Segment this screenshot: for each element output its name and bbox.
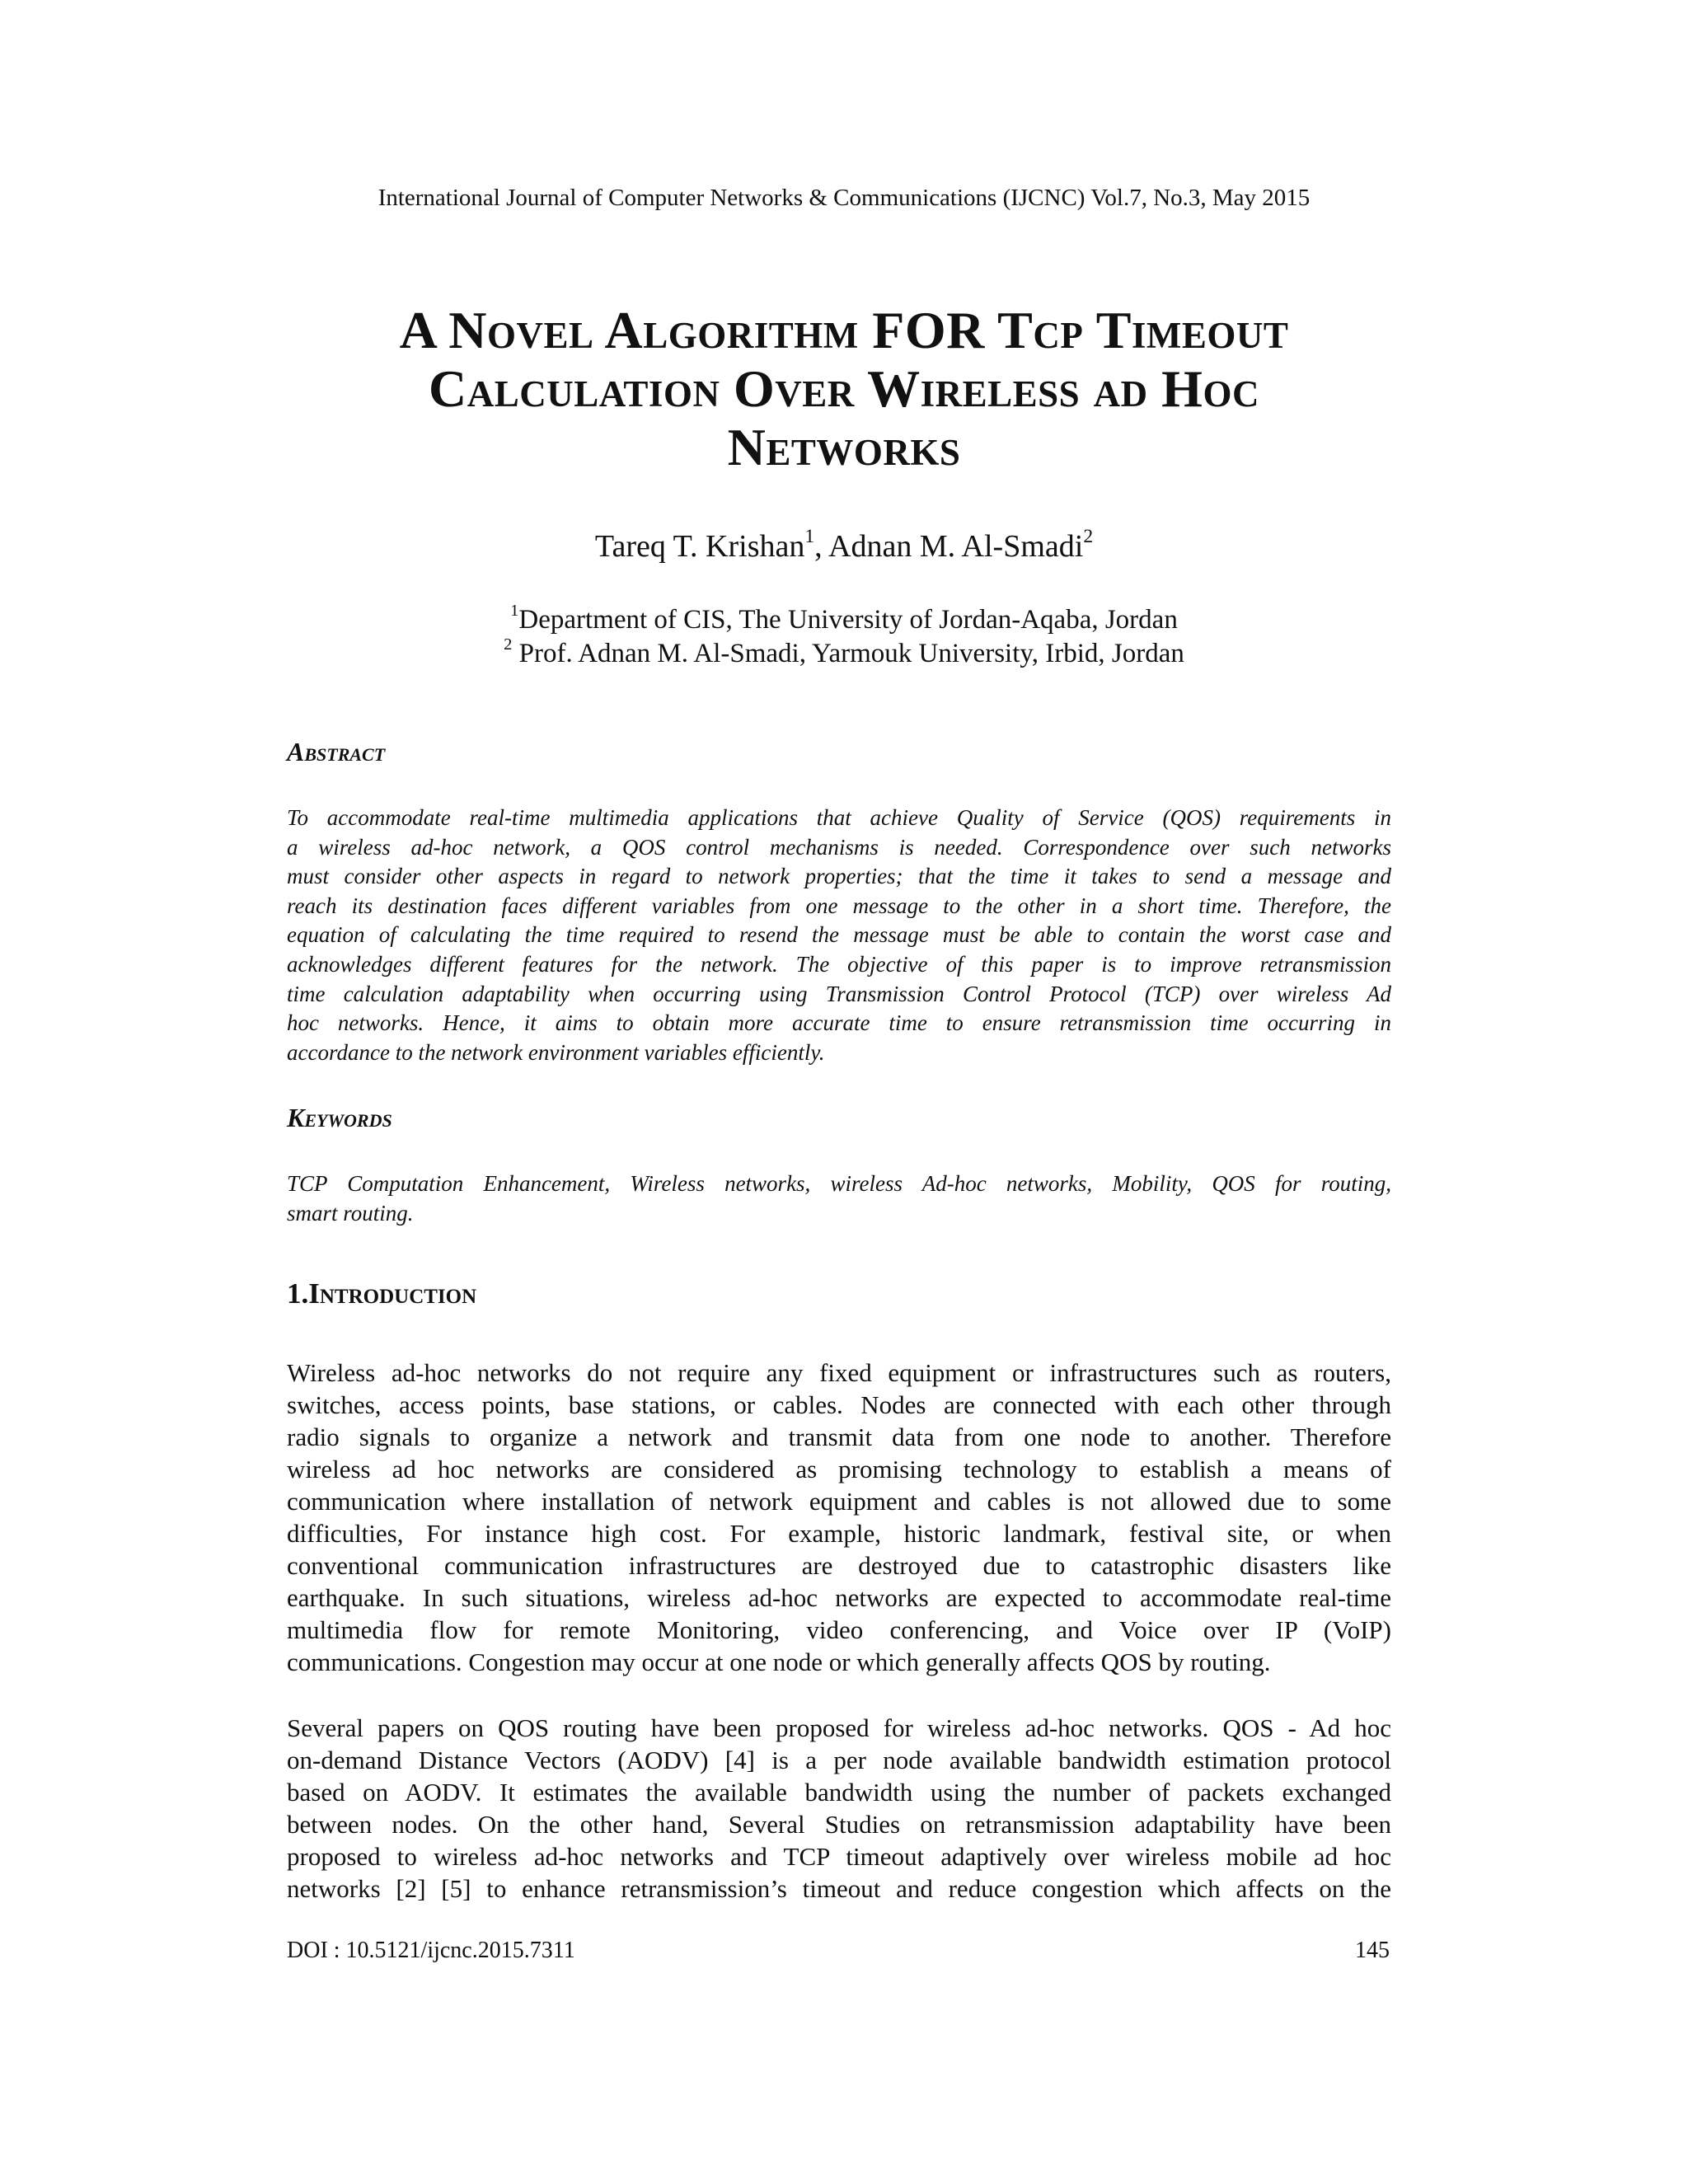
- affiliation-1-text: Department of CIS, The University of Jordan-Aqaba, Jordan: [518, 605, 1178, 635]
- keywords-body: [287, 1169, 1391, 1228]
- affiliation-2-text: Prof. Adnan M. Al-Smadi, Yarmouk University, Irbid, Jordan: [512, 639, 1184, 668]
- introduction-heading: 1.Introduction: [287, 1277, 477, 1310]
- author-1-superscript: 1: [804, 525, 815, 547]
- footer-doi: DOI : 10.5121/ijcnc.2015.7311: [287, 1938, 575, 1963]
- author-list: [0, 525, 1688, 565]
- body-line: communications. Congestion may occur at one node or which generally affects QOS by routing.: [287, 1647, 1271, 1676]
- keywords-line: TCP Computation Enhancement, Wireless networks, wireless Ad-hoc networks, Mobility, QOS for routing,: [287, 1171, 1391, 1196]
- author-2-superscript: 2: [1083, 525, 1094, 547]
- affiliation-1-superscript: 1: [510, 601, 519, 620]
- introduction-paragraph-2: [287, 1712, 1391, 1905]
- abstract-line: hoc networks. Hence, it aims to obtain more accurate time to ensure retransmission time occurring in: [287, 1010, 1391, 1036]
- body-line: switches, access points, base stations, or cables. Nodes are connected with each other through: [287, 1390, 1391, 1419]
- body-line: networks [2] [5] to enhance retransmission’s timeout and reduce congestion which affects on the: [287, 1874, 1391, 1903]
- body-line: wireless ad hoc networks are considered as promising technology to establish a means of: [287, 1455, 1391, 1483]
- abstract-line: must consider other aspects in regard to network properties; that the time it takes to send a message and: [287, 864, 1391, 889]
- title-line-2: Calculation Over Wireless ad Hoc: [429, 359, 1259, 418]
- body-line: based on AODV. It estimates the available bandwidth using the number of packets exchanged: [287, 1778, 1391, 1807]
- body-line: multimedia flow for remote Monitoring, video conferencing, and Voice over IP (VoIP): [287, 1615, 1391, 1644]
- author-2: Adnan M. Al-Smadi: [828, 529, 1084, 564]
- body-line: between nodes. On the other hand, Several Studies on retransmission adaptability have been: [287, 1810, 1391, 1839]
- keywords-heading: Keywords: [287, 1103, 392, 1132]
- body-line: communication where installation of network equipment and cables is not allowed due to some: [287, 1487, 1391, 1516]
- body-line: difficulties, For instance high cost. For example, historic landmark, festival site, or when: [287, 1519, 1391, 1548]
- abstract-line: reach its destination faces different variables from one message to the other in a short time. Therefore, the: [287, 893, 1391, 918]
- abstract-heading: Abstract: [287, 737, 386, 766]
- abstract-body: [287, 804, 1391, 1067]
- body-line: radio signals to organize a network and transmit data from one node to another. Therefore: [287, 1422, 1391, 1451]
- page-number: 145: [1355, 1938, 1390, 1963]
- body-line: on-demand Distance Vectors (AODV) [4] is a per node available bandwidth estimation protocol: [287, 1746, 1391, 1774]
- body-line: Wireless ad-hoc networks do not require any fixed equipment or infrastructures such as routers,: [287, 1358, 1391, 1387]
- affiliation-2: [0, 637, 1688, 670]
- abstract-line: To accommodate real-time multimedia applications that achieve Quality of Service (QOS) requirements in: [287, 805, 1391, 830]
- affiliation-1: [0, 603, 1688, 636]
- keywords-line: smart routing.: [287, 1201, 414, 1226]
- body-line: proposed to wireless ad-hoc networks and TCP timeout adaptively over wireless mobile ad hoc: [287, 1842, 1391, 1871]
- affiliation-2-superscript: 2: [504, 635, 513, 654]
- abstract-line: time calculation adaptability when occurring using Transmission Control Protocol (TCP) over wireless Ad: [287, 981, 1391, 1006]
- title-line-1: A Novel Algorithm FOR Tcp Timeout: [399, 301, 1289, 359]
- abstract-line: a wireless ad-hoc network, a QOS control mechanisms is needed. Correspondence over such networks: [287, 834, 1391, 860]
- running-header: International Journal of Computer Networks & Communications (IJCNC) Vol.7, No.3, May 2015: [377, 185, 1311, 211]
- body-line: Several papers on QOS routing have been proposed for wireless ad-hoc networks. QOS - Ad hoc: [287, 1713, 1391, 1742]
- introduction-paragraph-1: [287, 1357, 1391, 1678]
- abstract-line: equation of calculating the time required to resend the message must be able to contain the worst case and: [287, 922, 1391, 948]
- body-line: earthquake. In such situations, wireless ad-hoc networks are expected to accommodate real-time: [287, 1583, 1391, 1612]
- body-line: conventional communication infrastructures are destroyed due to catastrophic disasters like: [287, 1551, 1391, 1580]
- author-1: Tareq T. Krishan: [594, 529, 805, 564]
- abstract-line: accordance to the network environment variables efficiently.: [287, 1039, 825, 1065]
- paper-title: [247, 301, 1441, 476]
- abstract-line: acknowledges different features for the network. The objective of this paper is to improve retransmission: [287, 951, 1391, 977]
- author-separator: ,: [814, 529, 829, 564]
- title-line-3: Networks: [727, 418, 961, 476]
